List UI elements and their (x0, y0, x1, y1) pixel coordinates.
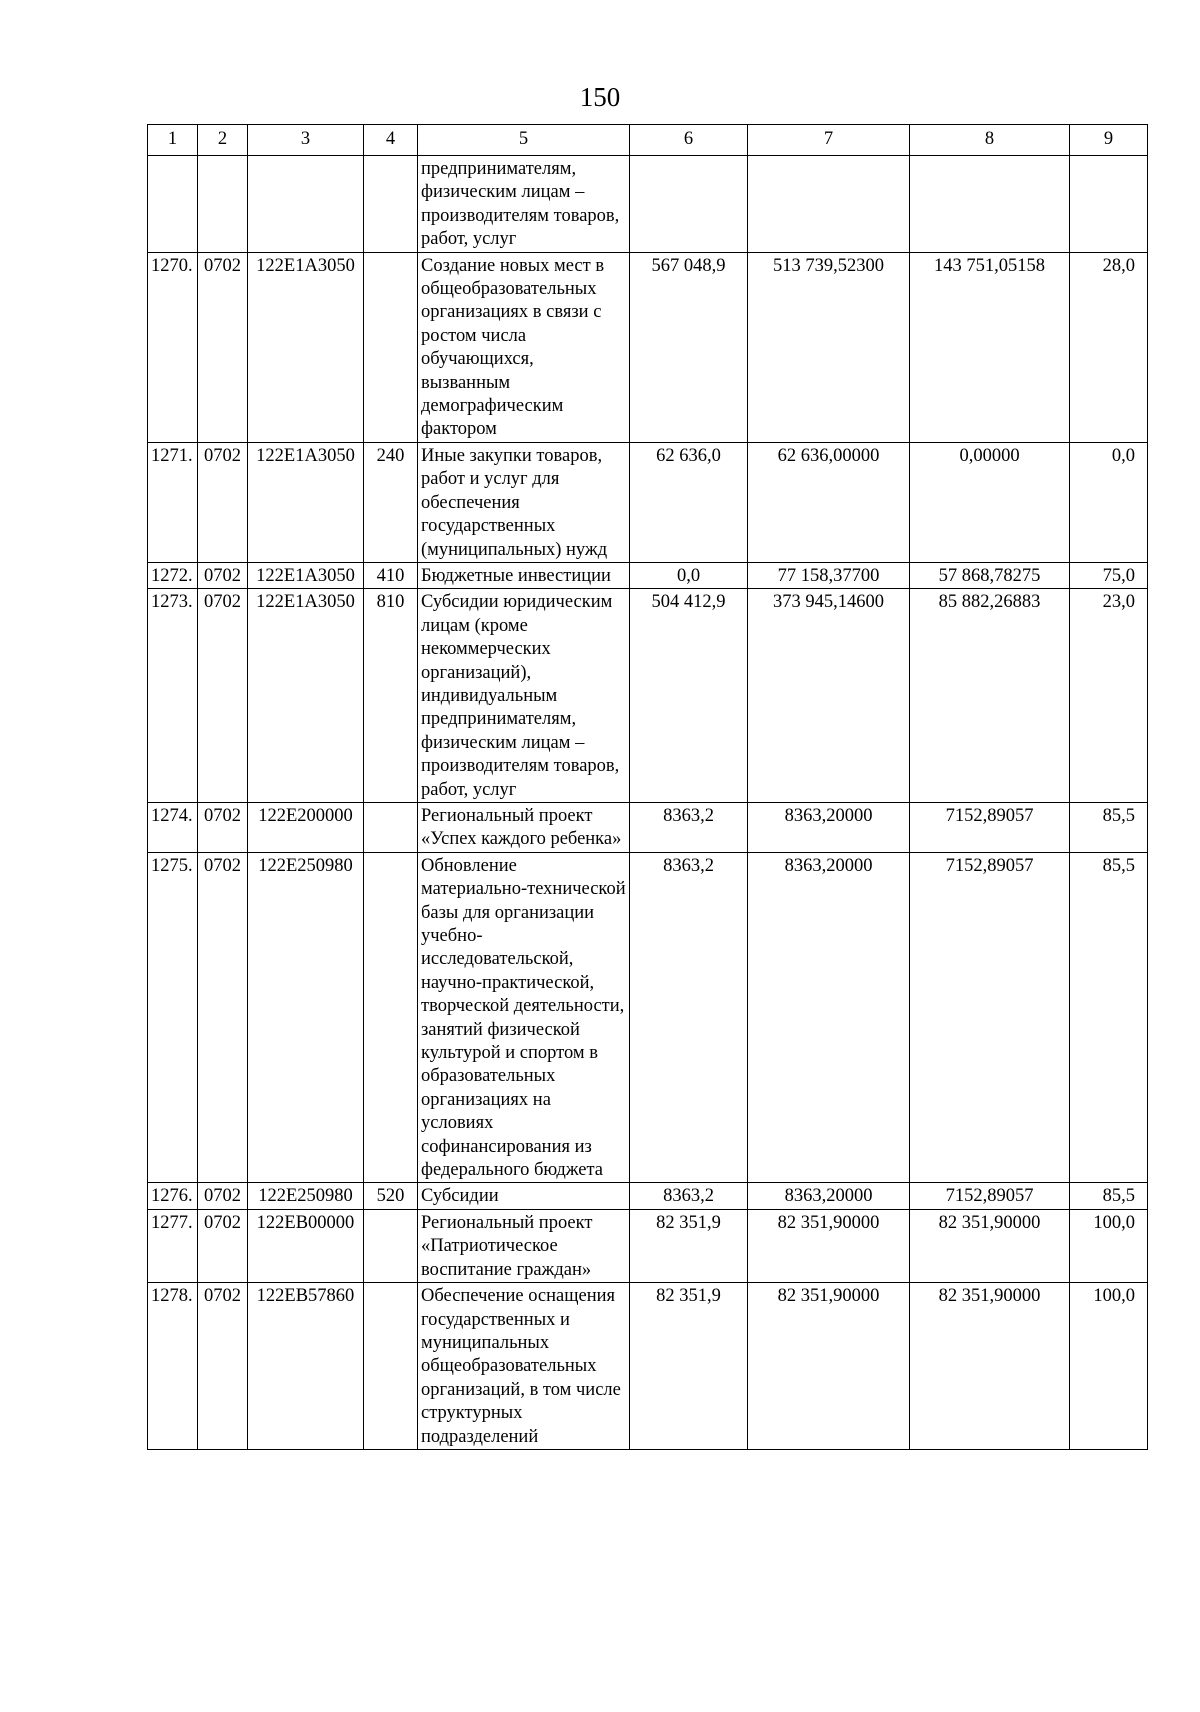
table-row (148, 442, 1148, 562)
item-name-cell: Создание новых мест в общеобразовательных организациях в связи с ростом числа обучающихся, вызванным демографическим фактором (418, 252, 630, 442)
column-header: 6 (630, 125, 748, 156)
approved-amount-cell: 567 048,9 (630, 252, 748, 442)
approved-amount-cell: 504 412,9 (630, 589, 748, 803)
target-article-cell: 122E1A3050 (248, 252, 364, 442)
row-number-cell: 1276. (148, 1183, 198, 1209)
table-row (148, 802, 1148, 852)
section-code-cell: 0702 (198, 589, 248, 803)
executed-amount-cell: 7152,89057 (910, 852, 1070, 1183)
execution-percent-cell: 100,0 (1070, 1283, 1148, 1450)
section-code-cell: 0702 (198, 1283, 248, 1450)
target-article-cell: 122E1A3050 (248, 562, 364, 588)
row-number-cell: 1277. (148, 1209, 198, 1282)
executed-amount-cell: 143 751,05158 (910, 252, 1070, 442)
row-number-cell (148, 156, 198, 253)
executed-amount-cell: 85 882,26883 (910, 589, 1070, 803)
execution-percent-cell: 85,5 (1070, 802, 1148, 852)
item-name-cell: Субсидии юридическим лицам (кроме некоммерческих организаций), индивидуальным предпринимателям, физическим лицам – производителям товаров, работ, услуг (418, 589, 630, 803)
column-header: 8 (910, 125, 1070, 156)
row-number-cell: 1275. (148, 852, 198, 1183)
row-number-cell: 1278. (148, 1283, 198, 1450)
budget-table (147, 124, 1148, 1450)
section-code-cell: 0702 (198, 852, 248, 1183)
column-header: 7 (748, 125, 910, 156)
column-header: 4 (364, 125, 418, 156)
planned-amount-cell: 62 636,00000 (748, 442, 910, 562)
execution-percent-cell: 75,0 (1070, 562, 1148, 588)
executed-amount-cell: 57 868,78275 (910, 562, 1070, 588)
row-number-cell: 1272. (148, 562, 198, 588)
column-header: 9 (1070, 125, 1148, 156)
planned-amount-cell: 82 351,90000 (748, 1283, 910, 1450)
row-number-cell: 1271. (148, 442, 198, 562)
approved-amount-cell: 0,0 (630, 562, 748, 588)
section-code-cell: 0702 (198, 252, 248, 442)
execution-percent-cell (1070, 156, 1148, 253)
executed-amount-cell: 82 351,90000 (910, 1209, 1070, 1282)
expense-type-cell (364, 252, 418, 442)
approved-amount-cell: 8363,2 (630, 852, 748, 1183)
section-code-cell: 0702 (198, 802, 248, 852)
expense-type-cell: 410 (364, 562, 418, 588)
table-row (148, 852, 1148, 1183)
expense-type-cell (364, 156, 418, 253)
column-header: 1 (148, 125, 198, 156)
item-name-cell: Региональный проект «Успех каждого ребенка» (418, 802, 630, 852)
approved-amount-cell: 82 351,9 (630, 1209, 748, 1282)
execution-percent-cell: 0,0 (1070, 442, 1148, 562)
row-number-cell: 1274. (148, 802, 198, 852)
column-header: 5 (418, 125, 630, 156)
column-header: 2 (198, 125, 248, 156)
table-row (148, 1209, 1148, 1282)
table-body (148, 156, 1148, 1450)
planned-amount-cell: 77 158,37700 (748, 562, 910, 588)
expense-type-cell: 810 (364, 589, 418, 803)
execution-percent-cell: 100,0 (1070, 1209, 1148, 1282)
target-article-cell (248, 156, 364, 253)
table-row (148, 252, 1148, 442)
table-row (148, 562, 1148, 588)
target-article-cell: 122E1A3050 (248, 589, 364, 803)
execution-percent-cell: 28,0 (1070, 252, 1148, 442)
table-row (148, 1283, 1148, 1450)
approved-amount-cell: 8363,2 (630, 1183, 748, 1209)
table-row (148, 156, 1148, 253)
planned-amount-cell: 8363,20000 (748, 1183, 910, 1209)
target-article-cell: 122E250980 (248, 1183, 364, 1209)
expense-type-cell: 240 (364, 442, 418, 562)
expense-type-cell (364, 852, 418, 1183)
item-name-cell: предпринимателям, физическим лицам – производителям товаров, работ, услуг (418, 156, 630, 253)
section-code-cell: 0702 (198, 1209, 248, 1282)
item-name-cell: Бюджетные инвестиции (418, 562, 630, 588)
execution-percent-cell: 85,5 (1070, 1183, 1148, 1209)
planned-amount-cell: 373 945,14600 (748, 589, 910, 803)
planned-amount-cell: 8363,20000 (748, 852, 910, 1183)
column-header: 3 (248, 125, 364, 156)
executed-amount-cell: 7152,89057 (910, 1183, 1070, 1209)
column-number-header-row (148, 125, 1148, 156)
executed-amount-cell: 0,00000 (910, 442, 1070, 562)
approved-amount-cell: 82 351,9 (630, 1283, 748, 1450)
target-article-cell: 122EB00000 (248, 1209, 364, 1282)
expense-type-cell: 520 (364, 1183, 418, 1209)
approved-amount-cell (630, 156, 748, 253)
planned-amount-cell: 82 351,90000 (748, 1209, 910, 1282)
expense-type-cell (364, 1283, 418, 1450)
item-name-cell: Региональный проект «Патриотическое воспитание граждан» (418, 1209, 630, 1282)
expense-type-cell (364, 1209, 418, 1282)
executed-amount-cell (910, 156, 1070, 253)
planned-amount-cell (748, 156, 910, 253)
section-code-cell (198, 156, 248, 253)
table-row (148, 1183, 1148, 1209)
section-code-cell: 0702 (198, 442, 248, 562)
row-number-cell: 1270. (148, 252, 198, 442)
item-name-cell: Обеспечение оснащения государственных и муниципальных общеобразовательных организаций, в том числе структурных подразделений (418, 1283, 630, 1450)
target-article-cell: 122E250980 (248, 852, 364, 1183)
item-name-cell: Обновление материально-технической базы для организации учебно-исследовательской, научно-практической, творческой деятельности, занятий физической культурой и спортом в образовательных организациях на условиях софинансирования из федерального бюджета (418, 852, 630, 1183)
target-article-cell: 122EB57860 (248, 1283, 364, 1450)
table-row (148, 589, 1148, 803)
approved-amount-cell: 62 636,0 (630, 442, 748, 562)
execution-percent-cell: 23,0 (1070, 589, 1148, 803)
item-name-cell: Иные закупки товаров, работ и услуг для обеспечения государственных (муниципальных) нужд (418, 442, 630, 562)
section-code-cell: 0702 (198, 1183, 248, 1209)
planned-amount-cell: 8363,20000 (748, 802, 910, 852)
row-number-cell: 1273. (148, 589, 198, 803)
item-name-cell: Субсидии (418, 1183, 630, 1209)
target-article-cell: 122E1A3050 (248, 442, 364, 562)
page-number: 150 (579, 82, 621, 112)
execution-percent-cell: 85,5 (1070, 852, 1148, 1183)
executed-amount-cell: 7152,89057 (910, 802, 1070, 852)
target-article-cell: 122E200000 (248, 802, 364, 852)
executed-amount-cell: 82 351,90000 (910, 1283, 1070, 1450)
approved-amount-cell: 8363,2 (630, 802, 748, 852)
expense-type-cell (364, 802, 418, 852)
section-code-cell: 0702 (198, 562, 248, 588)
planned-amount-cell: 513 739,52300 (748, 252, 910, 442)
